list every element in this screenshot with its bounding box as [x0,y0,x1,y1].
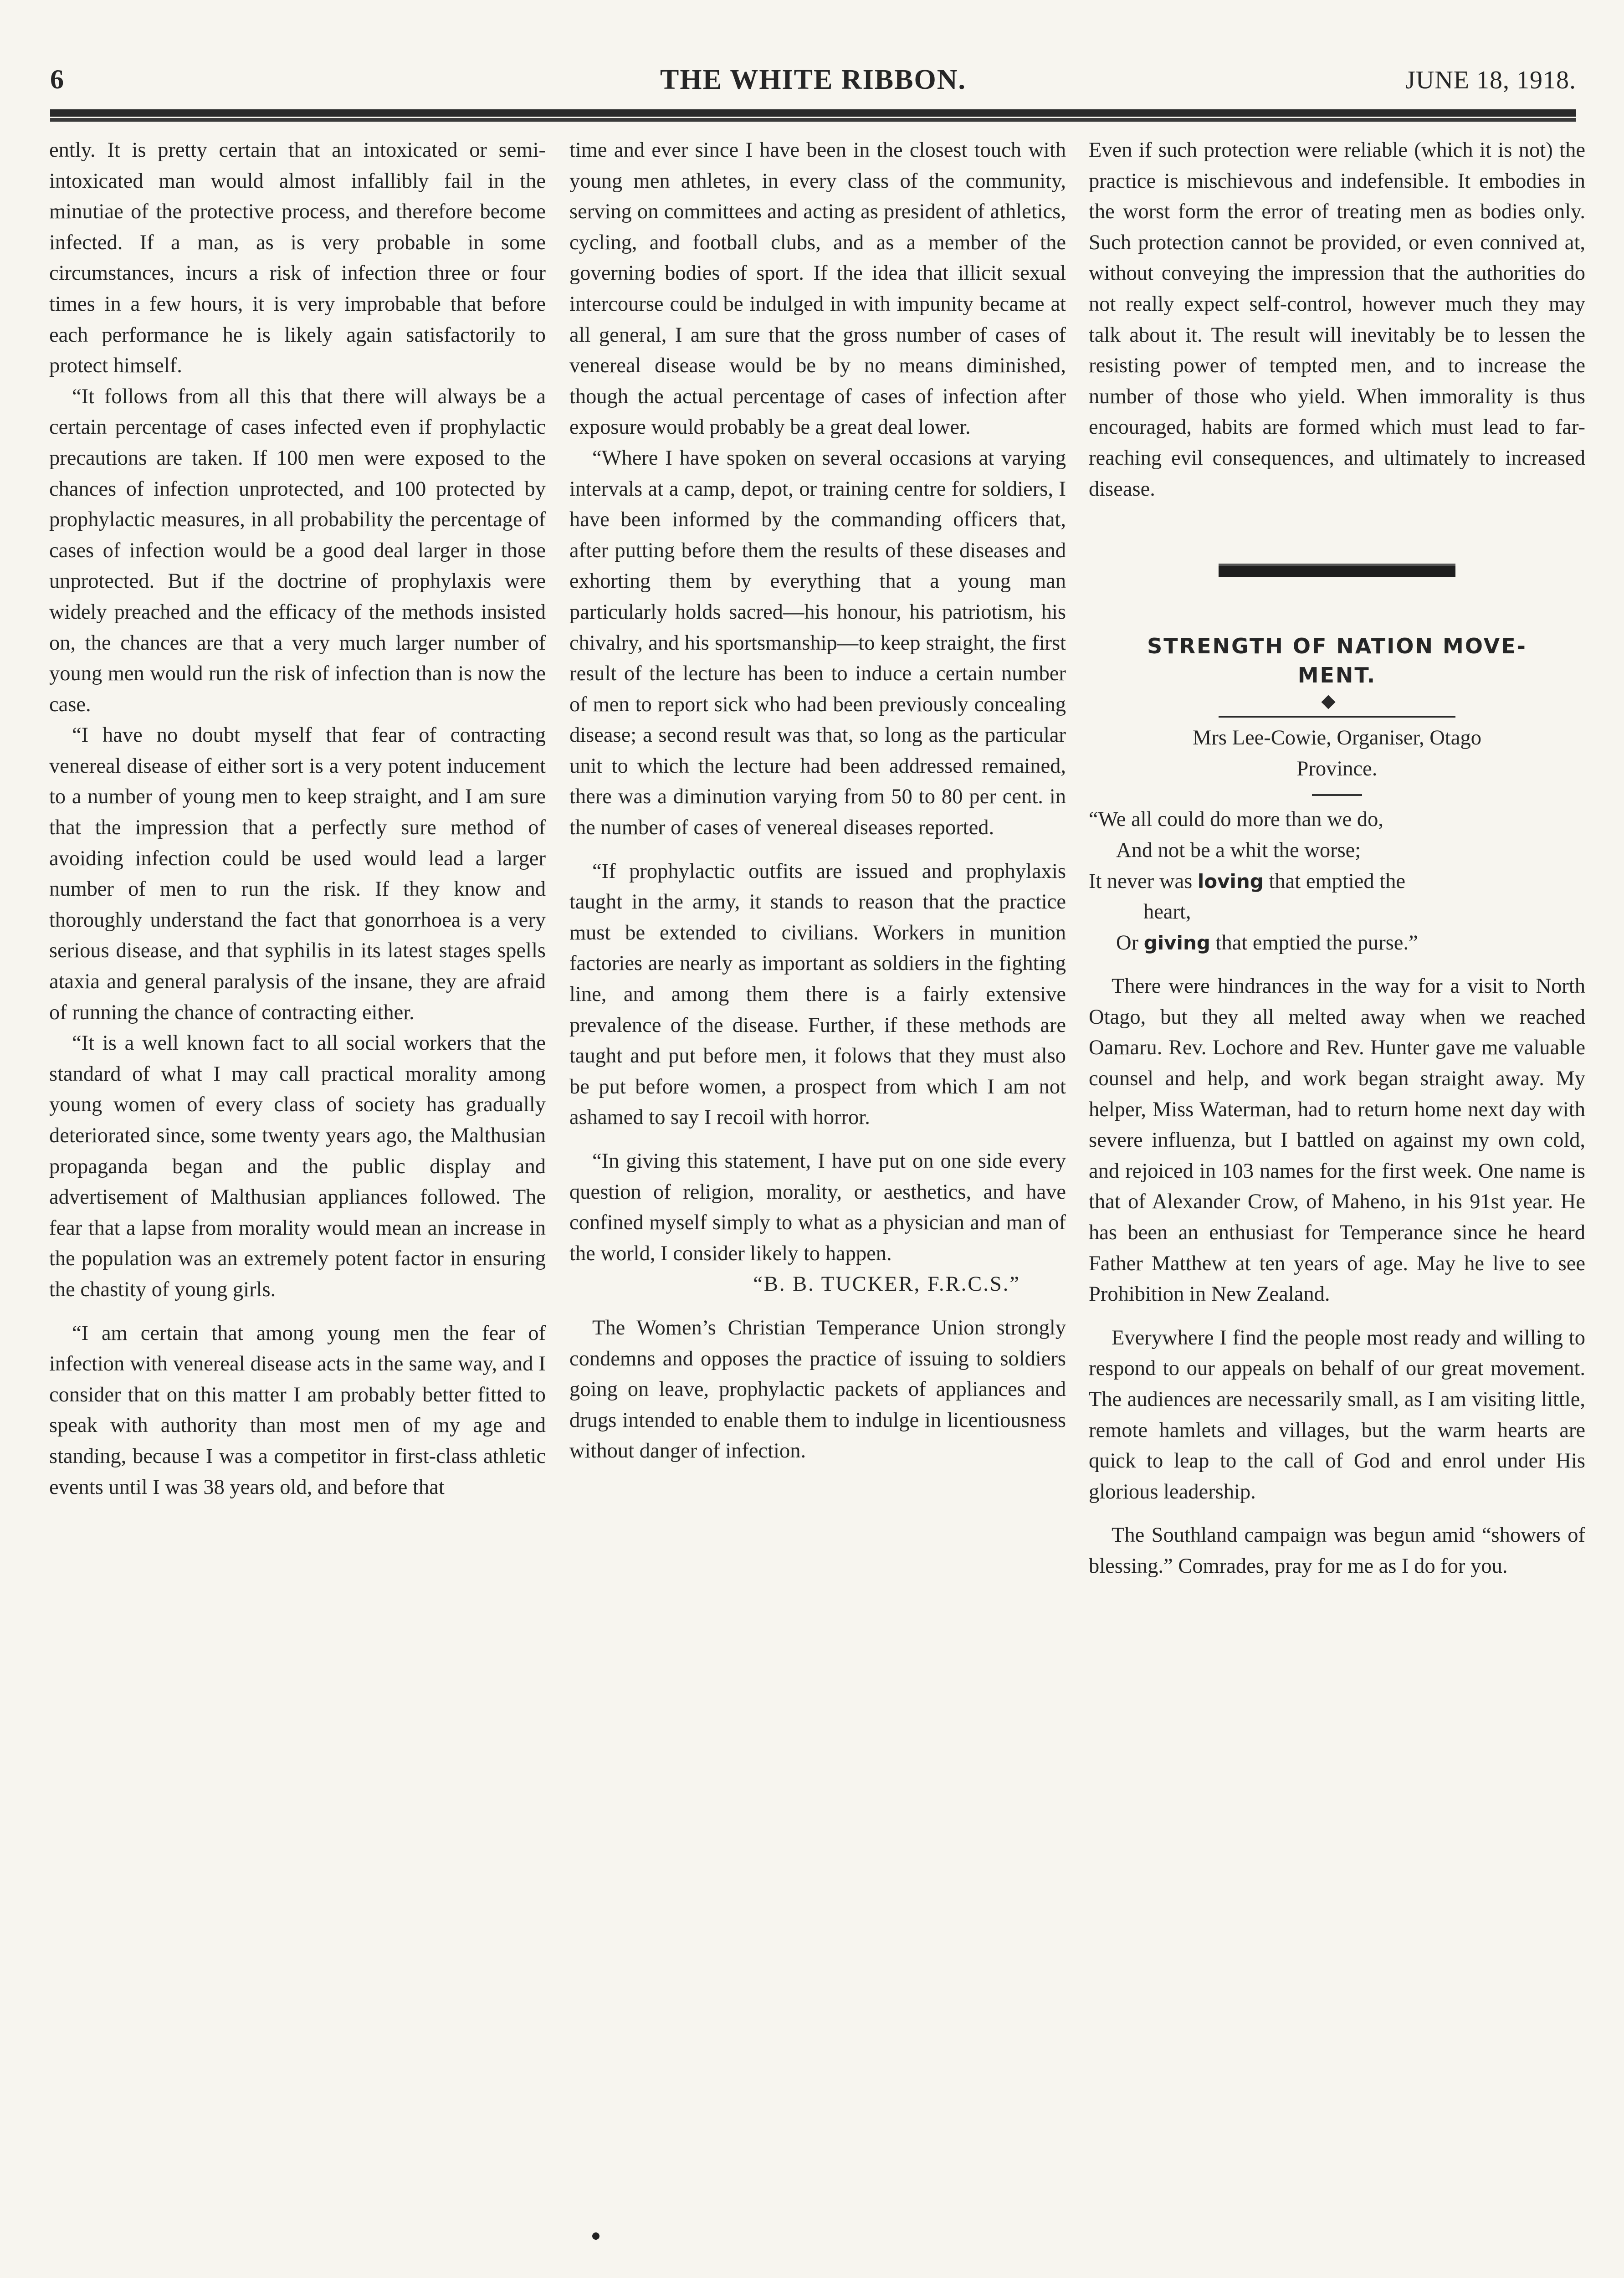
header-rule [50,109,1576,118]
poem-line: heart, [1143,900,1191,924]
paragraph: “It is a well known fact to all social workers that the standard of what I may call practical morality among young women of every class of society has gradually deteriorated since, some twenty years ago, the Malthusian propaganda began and the public display and advertisement of Malthusian appliances followed. The fear that a lapse from morality would mean an increase in the population was an extremely potent factor in ensuring the chastity of young girls. [49,1031,546,1301]
paragraph: “In giving this statement, I have put on one side every question of religion, morality, or aesthetics, and have confined myself simply to what as a physician and man of the world, I consider likely to happen. [569,1149,1066,1265]
column-3 [1089,135,1585,1582]
paragraph: “I am certain that among young men the fear of infection with venereal disease acts in the same way, and I consider that on this matter I am probably better fitted to speak with authority than most men of my age and standing, because I was a competitor in first-class athletic events until I was 38 years old, and before that [49,1321,546,1499]
paragraph: Everywhere I find the people most ready and willing to respond to our appeals on behalf of our great movement. The audiences are necessarily small, as I am visiting little, remote hamlets and villages, but the warm hearts are quick to leap to the call of God and enrol under His glorious leadership. [1089,1326,1585,1503]
ink-dot [592,2232,599,2240]
page-header [50,59,1576,100]
byline: Mrs Lee-Cowie, Organiser, Otago Province. [1193,726,1481,780]
column-1 [49,135,546,1503]
section-title: STRENGTH OF NATION MOVE- MENT. [1147,634,1527,688]
poem-line: And not be a whit the worse; [1116,838,1361,862]
page-number: 6 [50,64,64,94]
paragraph: “Where I have spoken on several occasions at varying intervals at a camp, depot, or training centre for soldiers, I have been informed by the commanding officers that, after putting before them the results of these diseases and exhorting them by everything that a young man particularly holds sacred—his honour, his patriotism, his chivalry, and his sportsmanship—to keep straight, the first result of the lecture has been to induce a certain number of men to report sick who had been previously concealing disease; a second result was that, so long as the particular unit to which the lecture had been addressed remained, there was a diminution varying from 50 to 80 per cent. in the number of cases of venereal diseases reported. [569,446,1066,840]
ornament-rule [1089,700,1585,709]
paragraph: There were hindrances in the way for a visit to North Otago, but they all melted away when we reached Oamaru. Rev. Lochore and Rev. Hunter gave me valuable counsel and help, and work began straight away. My helper, Miss Waterman, had to return home next day with severe influenza, but I battled on against my own cold, and rejoiced in 103 names for the first week. One name is that of Alexander Crow, of Maheno, in his 91st year. He has been an enthusiast for Temperance since he heard Father Matthew at ten years of age. May he live to see Prohibition in New Zealand. [1089,975,1585,1306]
signature: “B. B. TUCKER, F.R.C.S.” [753,1272,1020,1296]
poem-line: “We all could do more than we do, [1089,808,1384,831]
paragraph: “If prophylactic outfits are issued and prophylaxis taught in the army, it stands to reason that the practice must be extended to civilians. Workers in munition factories are nearly as important as soldiers in the fighting line, and among them there is a fairly extensive prevalence of the disease. Further, if these methods are taught and put before men, it folows that they must also be put before women, a prospect from which I am not ashamed to say I recoil with horror. [569,859,1066,1129]
paragraph: “I have no doubt myself that fear of contracting venereal disease of either sort is a very potent inducement to a number of young men to keep straight, and I am sure that the impression that a perfectly sure method of avoiding infection could be used would lead a larger number of men to run the risk. If they know and thoroughly understand the fact that gonorrhoea is a very serious disease, and that syphilis in its latest stages spells ataxia and general paralysis of the insane, they are afraid of running the chance of contracting either. [49,723,546,1024]
poem [1089,804,1585,958]
paragraph: The Women’s Christian Temperance Union strongly condemns and opposes the practice of issuing to soldiers going on leave, prophylactic packets of appliances and drugs intended to enable them to indulge in licentiousness without danger of infection. [569,1316,1066,1463]
column-2 [569,135,1066,1467]
issue-date: JUNE 18, 1918. [1405,66,1576,94]
paragraph: “It follows from all this that there will always be a certain percentage of cases infected even if prophylactic precautions are taken. If 100 men were exposed to the chances of infection unprotected, and 100 protected by prophylactic measures, in all probability the percentage of cases of infection would be a good deal larger in those unprotected. But if the doctrine of prophylaxis were widely preached and the efficacy of the methods insisted on, the chances are that a very much larger number of young men would run the risk of infection than is now the case. [49,385,546,716]
paragraph: Even if such protection were reliable (which it is not) the practice is mischievous and indefensible. It embodies in the worst form the error of treating men as bodies only. Such protection cannot be provided, or even connived at, without conveying the impression that the authorities do not really expect self-control, however much they may talk about it. The result will inevitably be to lessen the resisting power of tempted men, and to increase the number of those who yield. When immorality is thus encouraged, habits are formed which must lead to far-reaching evil consequences, and ultimately to increased disease. [1089,139,1585,501]
short-rule [1312,794,1362,796]
newspaper-title: THE WHITE RIBBON. [660,64,966,95]
poem-line: It never was loving that emptied the [1089,869,1406,893]
diamond-icon [1321,695,1335,709]
poem-line: Or giving that emptied the purse.” [1116,931,1418,954]
paragraph: ently. It is pretty certain that an intoxicated or semi-intoxicated man would almost infallibly fail in the minutiae of the protective process, and therefore become infected. If a man, as is very probable in some circumstances, incurs a risk of infection three or four times in a few hours, it is very improbable that before each performance he is likely again satisfactorily to protect himself. [49,139,546,378]
paragraph: time and ever since I have been in the closest touch with young men athletes, in every class of the community, serving on committees and acting as president of athletics, cycling, and football clubs, and as a member of the governing bodies of sport. If the idea that illicit sexual intercourse could be indulged in with impunity became at all general, I am sure that the gross number of cases of venereal disease would be by no means diminished, though the actual percentage of cases of infection after exposure would probably be a great deal lower. [569,139,1066,439]
section-divider [1219,564,1455,577]
paragraph: The Southland campaign was begun amid “showers of blessing.” Comrades, pray for me as I do for you. [1089,1524,1585,1578]
